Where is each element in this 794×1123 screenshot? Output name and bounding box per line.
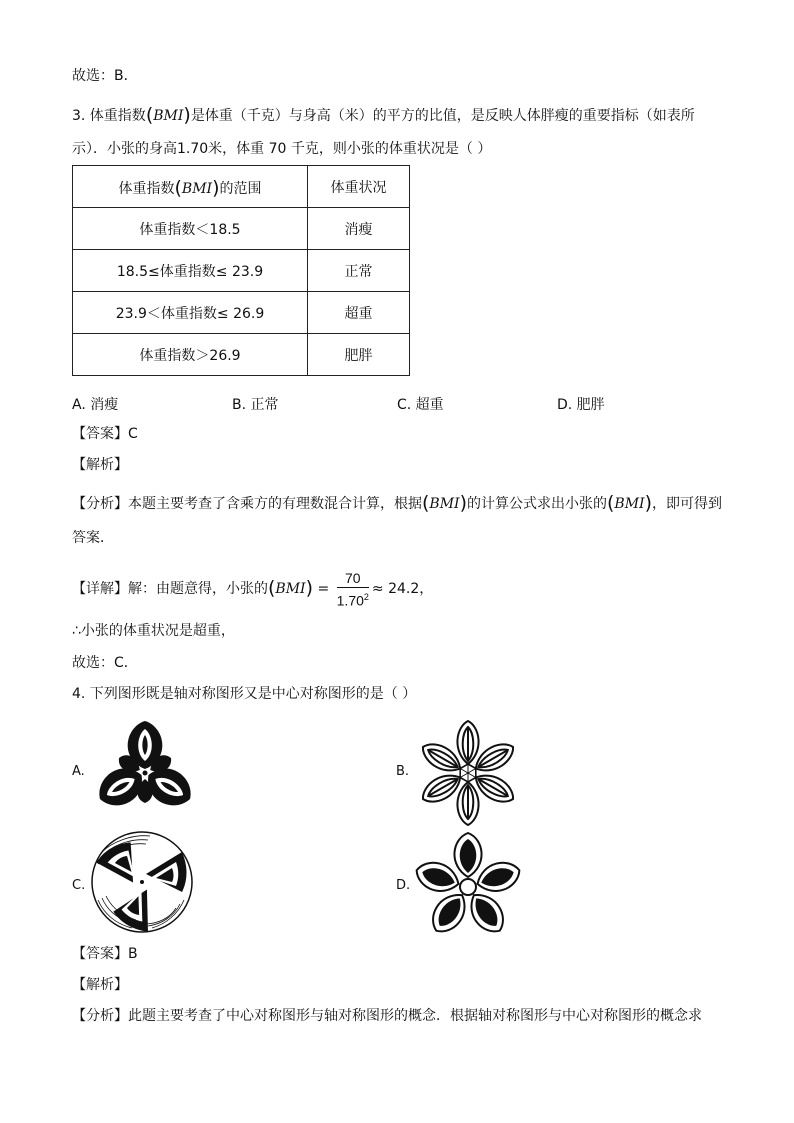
bmi-table bbox=[72, 165, 410, 376]
answer-value: B bbox=[128, 946, 138, 962]
answer-value: C bbox=[128, 426, 138, 442]
detail-label: 【详解】 bbox=[72, 581, 128, 597]
previous-conclusion: 故选：B． bbox=[72, 68, 138, 84]
q4-fenxi: 【分析】此题主要考查了中心对称图形与轴对称图形的概念．根据轴对称图形与中心对称图形的概念求 bbox=[72, 1008, 702, 1024]
header-range: 体重指数(BMI)的范围 bbox=[73, 166, 308, 208]
range-cell: 18.5≤体重指数≤ 23.9 bbox=[73, 250, 308, 292]
q3-therefore: ∴小张的体重状况是超重， bbox=[72, 623, 235, 639]
status-cell: 消瘦 bbox=[308, 208, 410, 250]
fenxi-label: 【分析】 bbox=[72, 1008, 128, 1024]
q4-stem: 4. 下列图形既是轴对称图形又是中心对称图形的是（ ） bbox=[72, 686, 417, 702]
q3-fenxi-line2: 答案． bbox=[72, 530, 114, 546]
q4-analysis-label: 【解析】 bbox=[72, 977, 128, 993]
table-row bbox=[73, 208, 410, 250]
bmi-fraction: $\frac{70}{1.70^2}$ bbox=[336, 569, 369, 609]
table-row bbox=[73, 250, 410, 292]
q3-detail: 【详解】解：由题意得，小张的(BMI) = $\frac{70}{1.70^2}$ ≈ 24.2， bbox=[72, 569, 434, 609]
figure-d-five-petal-flower-icon[interactable] bbox=[413, 832, 523, 942]
q3-conclusion: 故选：C． bbox=[72, 655, 138, 671]
range-cell: 体重指数＜18.5 bbox=[73, 208, 308, 250]
figure-d-label[interactable]: D. bbox=[396, 878, 411, 893]
figure-c-label[interactable]: C. bbox=[72, 878, 86, 893]
answer-label: 【答案】 bbox=[72, 426, 128, 442]
status-cell: 肥胖 bbox=[308, 334, 410, 376]
status-cell: 超重 bbox=[308, 292, 410, 334]
figure-a-three-petal-flower-icon[interactable] bbox=[90, 718, 200, 828]
header-status: 体重状况 bbox=[308, 166, 410, 208]
figure-b-label[interactable]: B. bbox=[396, 764, 410, 779]
q3-stem-line2: 示）．小张的身高1.70米，体重 70 千克，则小张的体重状况是（ ） bbox=[72, 141, 492, 157]
q3-stem-line1: 3. 体重指数(BMI)是体重（千克）与身高（米）的平方的比值，是反映人体胖瘦的重要指标（如表所 bbox=[72, 104, 695, 126]
figure-a-label[interactable]: A. bbox=[72, 764, 85, 779]
q3-stem-text: 是体重（千克）与身高（米）的平方的比值，是反映人体胖瘦的重要指标（如表所 bbox=[190, 108, 695, 124]
range-cell: 体重指数＞26.9 bbox=[73, 334, 308, 376]
table-row bbox=[73, 334, 410, 376]
range-cell: 23.9＜体重指数≤ 26.9 bbox=[73, 292, 308, 334]
option-a[interactable]: A. 消瘦 bbox=[72, 397, 119, 413]
q4-answer bbox=[72, 944, 138, 964]
q3-fenxi-line1: 【分析】本题主要考查了含乘方的有理数混合计算，根据(BMI)的计算公式求出小张的(BMI)，即可得到 bbox=[72, 492, 722, 514]
q3-analysis-label: 【解析】 bbox=[72, 457, 128, 473]
table-header-row bbox=[73, 166, 410, 208]
answer-label: 【答案】 bbox=[72, 946, 128, 962]
option-c[interactable]: C. 超重 bbox=[397, 397, 444, 413]
q3-answer bbox=[72, 424, 138, 444]
fenxi-label: 【分析】 bbox=[72, 496, 128, 512]
option-b[interactable]: B. 正常 bbox=[232, 397, 279, 413]
q3-bmi-symbol: BMI bbox=[153, 108, 184, 124]
figure-c-pinwheel-icon[interactable] bbox=[90, 830, 194, 934]
table-row bbox=[73, 292, 410, 334]
q3-stem-number: 3. 体重指数 bbox=[72, 108, 146, 124]
status-cell: 正常 bbox=[308, 250, 410, 292]
figure-b-six-petal-flower-icon[interactable] bbox=[413, 718, 523, 828]
option-d[interactable]: D. 肥胖 bbox=[557, 397, 605, 413]
